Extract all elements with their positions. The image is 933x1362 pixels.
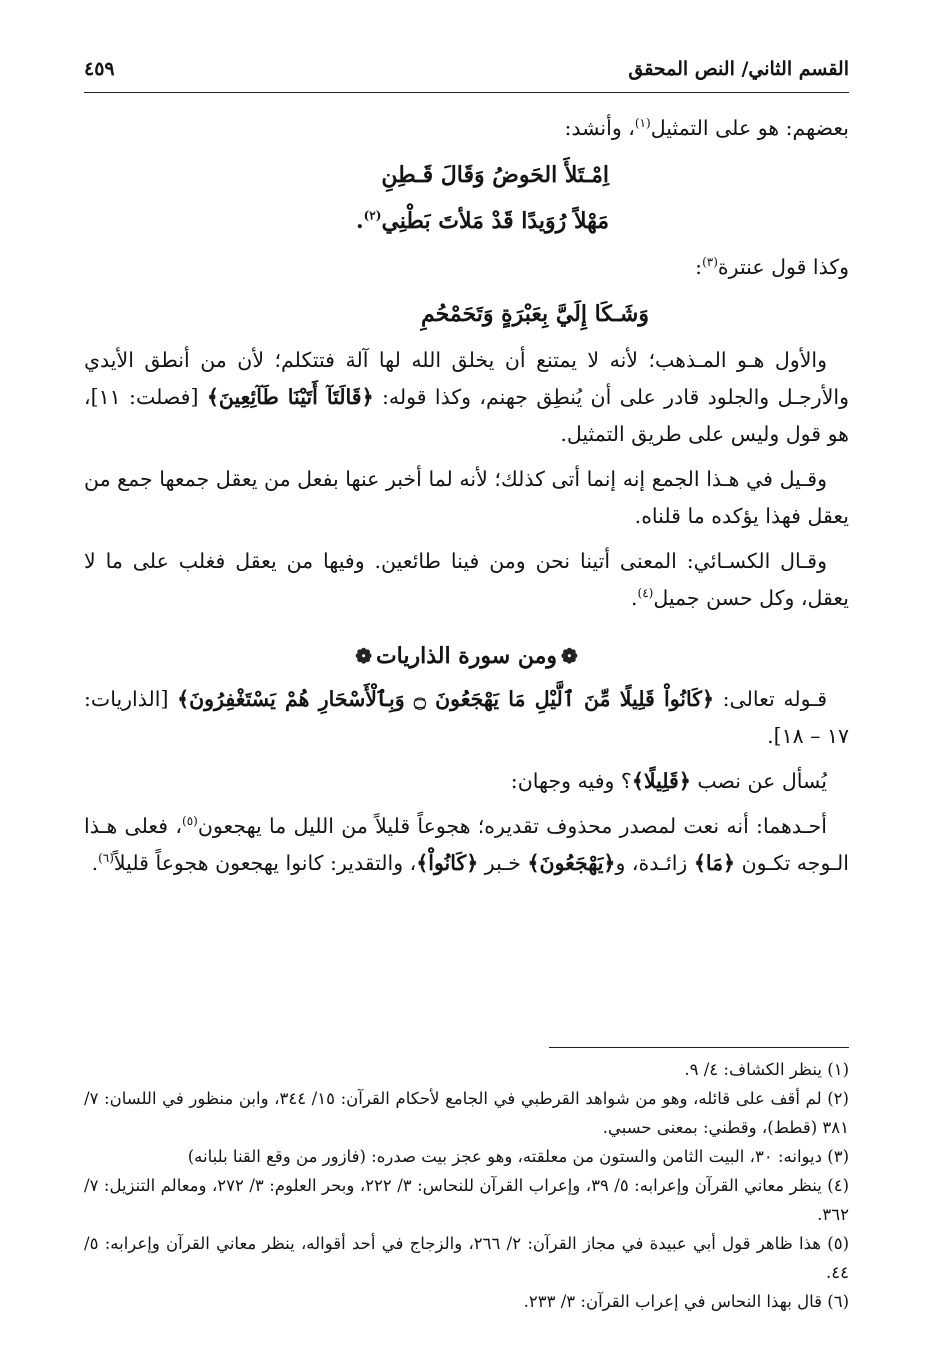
footnote-4: (٤) ينظر معاني القرآن وإعرابه: ٥/ ٣٩، وإعراب القرآن للنحاس: ٣/ ٢٢٢، وبحر العلوم: ٣/ ٢٧٢، ومعالم التنزيل: ٧/ ٣٦٢. xyxy=(84,1176,850,1224)
paragraph-4: وقـيل في هـذا الجمع إنه إنما أتى كذلك؛ لأنه لما أخبر عنها بفعل من يعقل جمعها جمع من يعقل فهذا يؤكده ما قلناه. xyxy=(84,467,849,528)
text: أحـدهما: أنه نعت لمصدر محذوف تقديره؛ هجوعاً قليلاً من الليل ما يهجعون xyxy=(197,814,828,838)
footnote-ref: (٢) xyxy=(363,208,382,223)
paragraph-3 xyxy=(84,342,849,453)
footnotes xyxy=(84,1055,849,1316)
footnote-ref: (٥) xyxy=(182,814,198,829)
footnote-ref: (١) xyxy=(634,116,651,131)
paragraph-2 xyxy=(84,249,849,286)
text: والأول هـو المـذهب؛ لأنه لا يمتنع أن يخلق الله لها آلة فتتكلم؛ لأن من أنطق الأيدي والأرجـل والجلود قادر على أن يُنطِق جهنم، وكذا قوله: xyxy=(84,348,849,409)
verse-line-2 xyxy=(84,203,609,239)
footnote-ref: (٦) xyxy=(98,851,114,866)
quran-quote: ﴿قَالَتَآ أَتَيْنَا طَآئِعِينَ﴾ xyxy=(206,385,374,409)
ornament-left-icon: ❁ xyxy=(355,644,372,668)
text: . xyxy=(630,586,638,610)
paragraph-1 xyxy=(84,110,849,147)
paragraph-8 xyxy=(84,808,849,882)
quran-quote: ﴿قَلِيلًا﴾ xyxy=(631,769,691,793)
text: [فصلت: ١١]، هو قول وليس على طريق التمثيل. xyxy=(84,385,849,446)
text: مَهْلاً رُوَيدًا قَدْ مَلأتَ بَطْنِي xyxy=(381,208,609,234)
text: زائـدة، و xyxy=(615,851,694,875)
verse-line-1: اِمْـتَلأَ الحَوضُ وَقَالَ قَـطِنِ xyxy=(381,162,609,188)
main-text xyxy=(84,110,849,890)
footnote-6: (٦) قال بهذا النحاس في إعراب القرآن: ٣/ ٢٣٣. xyxy=(523,1292,849,1311)
paragraph-7 xyxy=(84,763,849,800)
footnote-5: (٥) هذا ظاهر قول أبي عبيدة في مجاز القرآن: ٢/ ٢٦٦، والزجاج في أحد أقواله، ينظر معاني القرآن وإعرابه: ٥/ ٤٤. xyxy=(84,1234,850,1282)
text: . xyxy=(355,208,364,234)
text: ، والتقدير: كانوا يهجعون هجوعاً قليلاً xyxy=(113,851,417,875)
page-number: ٤٥٩ xyxy=(84,58,115,80)
text: [الذاريات: ١٧ – ١٨]. xyxy=(84,687,849,748)
footnote-divider xyxy=(549,1047,849,1048)
footnote-1: (١) ينظر الكشاف: ٤/ ٩. xyxy=(684,1060,849,1079)
footnote-ref: (٤) xyxy=(637,586,654,601)
text: ، فعلى هـذا الـوجه تكـون xyxy=(84,814,849,875)
text: قـوله تعالى: xyxy=(714,687,827,711)
ornament-right-icon: ❁ xyxy=(561,644,578,668)
page-header xyxy=(84,52,849,93)
quran-quote: ﴿كَانُواْ﴾ xyxy=(416,851,479,875)
section-title: ومن سورة الذاريات xyxy=(375,643,558,669)
text: بعضهم: هو على التمثيل xyxy=(650,116,849,140)
text: . xyxy=(91,851,99,875)
text: يُسأل عن نصب xyxy=(690,769,827,793)
paragraph-6 xyxy=(84,681,849,755)
text: خـبر xyxy=(478,851,528,875)
paragraph-5 xyxy=(84,543,849,617)
quran-quote: ﴿كَانُواْ قَلِيلًا مِّنَ ٱلَّيْلِ مَا يَهْجَعُونَ ۝ وَبِٱلْأَسْحَارِ هُمْ يَسْتَغْفِرُونَ﴾ xyxy=(177,687,715,711)
text: ، وأنشد: xyxy=(564,116,635,140)
quran-quote: ﴿يَهْجَعُونَ﴾ xyxy=(527,851,616,875)
text: ؟ وفيه وجهان: xyxy=(510,769,632,793)
footnote-3: (٣) ديوانه: ٣٠، البيت الثامن والستون من معلقته، وهو عجز بيت صدره: (فازور من وقع القنا بلبانه) xyxy=(187,1147,849,1166)
text: وقـال الكسـائي: المعنى أتينا نحن ومن فينا طائعين. وفيها من يعقل فغلب على ما لا يعقل، وكل حسن جميل xyxy=(84,549,849,610)
section-heading xyxy=(84,643,849,669)
text: : xyxy=(695,255,703,279)
running-title: القسم الثاني/ النص المحقق xyxy=(628,58,849,80)
text: وكذا قول عنترة xyxy=(717,255,849,279)
quran-quote: ﴿مَا﴾ xyxy=(693,851,736,875)
footnote-ref: (٣) xyxy=(702,255,718,270)
footnote-2: (٢) لم أقف على قائله، وهو من شواهد القرطبي في الجامع لأحكام القرآن: ١٥/ ٣٤٤، وابن منظور في اللسان: ٧/ ٣٨١ (قطط)، وقطني: بمعنى حسبي. xyxy=(84,1089,849,1137)
verse-line-3: وَشَـكَا إِلَيَّ بِعَبْرَةٍ وَتَحَمْحُمِ xyxy=(420,301,649,327)
